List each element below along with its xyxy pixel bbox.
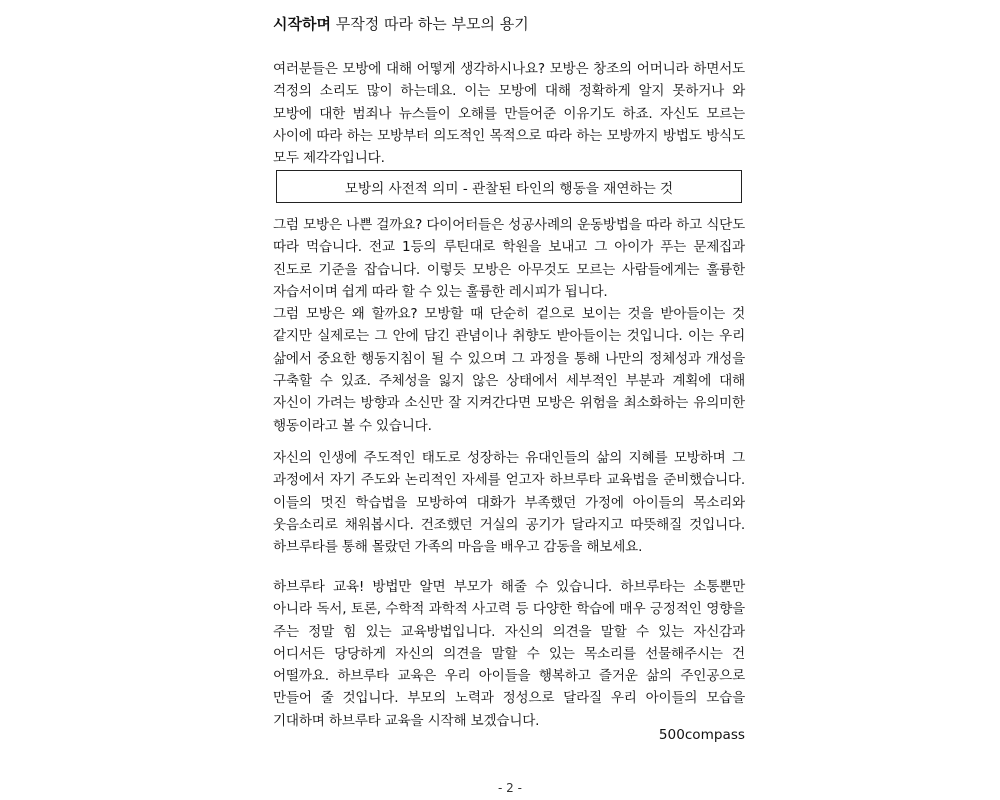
page-number: - 2 -: [498, 781, 522, 795]
heading-label: 시작하며: [273, 15, 331, 33]
paragraph-intro: 여러분들은 모방에 대해 어떻게 생각하시나요? 모방은 창조의 어머니라 하면서도 걱정의 소리도 많이 하는데요. 이는 모방에 대해 정확하게 알지 못하거나 와 모방에 대한 범죄나 뉴스들이 오해를 만들어준 이유기도 하죠. 자신도 모르는 사이에 따라 하는 모방부터 의도적인 목적으로 따라 하는 모방까지 방법도 방식도 모두 제각각입니다.: [273, 61, 745, 167]
paragraph-imitation: 그럼 모방은 나쁜 걸까요? 다이어터들은 성공사례의 운동방법을 따라 하고 식단도 따라 먹습니다. 전교 1등의 루틴대로 학원을 보내고 그 아이가 푸는 문제집과 진도로 기준을 잡습니다. 이렇듯 모방은 아무것도 모르는 사람들에게는 훌륭한 자습서이며 쉽게 따라 할 수 있는 훌륭한 레시피가 됩니다. 그럼 모방은 왜 할까요? 모방할 때 단순히 겉으로 보이는 것을 받아들이는 것 같지만 실제로는 그 안에 담긴 관념이나 취향도 받아들이는 것입니다. 이는 우리 삶에서 중요한 행동지침이 될 수 있으며 그 과정을 통해 나만의 정체성과 개성을 구축할 수 있죠. 주체성을 잃지 않은 상태에서 세부적인 부분과 계획에 대해 자신이 가려는 방향과 소신만 잘 지켜간다면 모방은 위험을 최소화하는 유의미한 행동이라고 볼 수 있습니다.: [273, 217, 745, 434]
definition-callout-text: 모방의 사전적 의미 - 관찰된 타인의 행동을 재연하는 것: [344, 180, 674, 197]
paragraph-conclusion: 하브루타 교육! 방법만 알면 부모가 해줄 수 있습니다. 하브루타는 소통뿐만 아니라 독서, 토론, 수학적 과학적 사고력 등 다양한 학습에 매우 긍정적인 영향을 주는 정말 힘 있는 교육방법입니다. 자신의 의견을 말할 수 있는 자신감과 어디서든 당당하게 자신의 의견을 말할 수 있는 목소리를 선물해주시는 건 어떨까요. 하브루타 교육은 우리 아이들을 행복하고 즐거운 삶의 주인공으로 만들어 줄 것입니다. 부모의 노력과 정성으로 달라질 우리 아이들의 모습을 기대하며 하브루타 교육을 시작해 보겠습니다.: [273, 579, 745, 729]
paragraph-havruta: 자신의 인생에 주도적인 태도로 성장하는 유대인들의 삶의 지혜를 모방하며 그 과정에서 자기 주도와 논리적인 자세를 얻고자 하브루타 교육법을 준비했습니다. 이들의 멋진 학습법을 모방하여 대화가 부족했던 가정에 아이들의 목소리와 웃음소리로 채워봅시다. 건조했던 거실의 공기가 달라지고 따뜻해질 것입니다. 하브루타를 통해 몰랐던 가족의 마음을 배우고 감동을 해보세요.: [273, 450, 745, 556]
author-signature: 500compass: [658, 727, 745, 743]
definition-callout-box: [276, 170, 742, 203]
heading-title: 무작정 따라 하는 부모의 용기: [330, 15, 529, 33]
page-heading: [273, 14, 753, 34]
